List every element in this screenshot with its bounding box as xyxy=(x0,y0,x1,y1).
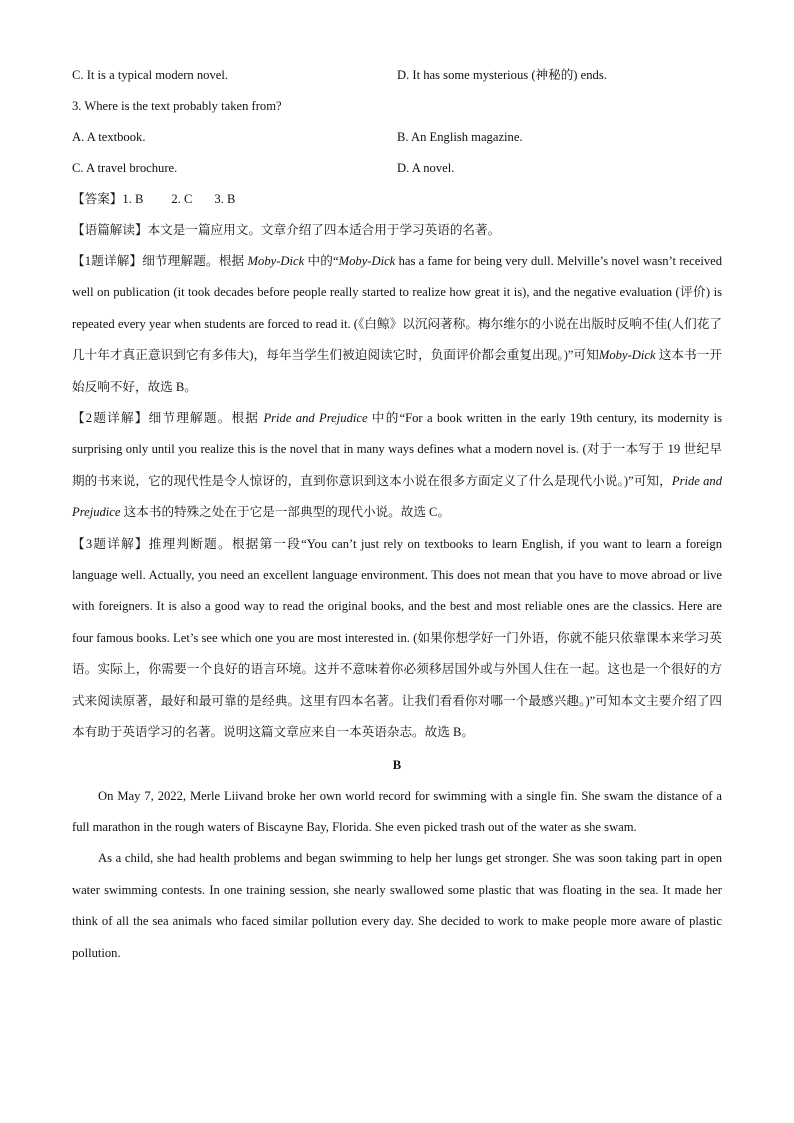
option-c: C. It is a typical modern novel. xyxy=(72,68,228,82)
question-2-options-cd xyxy=(72,60,722,91)
option-d: D. It has some mysterious (神秘的) ends. xyxy=(397,68,607,82)
answer-3: 3. B xyxy=(214,192,236,206)
question-3-options-cd xyxy=(72,153,722,184)
book-title: Moby-Dick xyxy=(338,254,396,268)
detail-2-text: 中的“For a book written in the early 19th century, its modernity is surprising only until you realize this is the novel that in many ways defines what a modern novel is. (对于一本写于 19 世纪早期的书来说，它的现代性是令人惊讶的，直到你意识到这本小说在很多方面定义了什么是现代小说。)”可知， xyxy=(72,411,723,488)
detail-2-label: 【2题详解】 xyxy=(72,411,149,426)
detail-2-text: 这本书的特殊之处在于它是一部典型的现代小说。故选 C。 xyxy=(123,505,451,520)
option-c: C. A travel brochure. xyxy=(72,161,178,175)
book-title: Moby-Dick xyxy=(598,348,656,363)
passage-paragraph-1: On May 7, 2022, Merle Liivand broke her own world record for swimming with a single fin. She swam the distance of a full marathon in the rough waters of Biscayne Bay, Florida. She even picked trash out of the water as she swam. xyxy=(72,788,722,834)
detail-1-text: 细节理解题。根据 xyxy=(142,254,245,268)
option-b: B. An English magazine. xyxy=(397,130,523,144)
detail-2-text: 细节理解题。根据 xyxy=(148,411,260,426)
detail-3-text: 推理判断题。根据第一段“You can’t just rely on textbooks to learn English, if you want to learn a foreign language well. Actually, you need an excellent language environment. This does not mean that you have to move abroad or live with foreigners. It is also a good way to read the original books, and the best and most reliable ones are the classics. Here are four famous books. Let’s see which one you are most interested in. (如果你想学好一门外语，你就不能只依靠课本来学习英语。实际上，你需要一个良好的语言环境。这并不意味着你必须移居国外或与外国人住在一起。这也是一个很好的方式来阅读原著，最好和最可靠的是经典。这里有四本名著。让我们看看你对哪一个最感兴趣。)”可知本文主要介绍了四本有助于英语学习的名著。说明这篇文章应来自一本英语杂志。故选 B。 xyxy=(72,536,723,740)
reading-label: 【语篇解读】 xyxy=(72,223,148,237)
document-page xyxy=(72,60,722,969)
reading-text: 本文是一篇应用文。文章介绍了四本适合用于学习英语的名著。 xyxy=(147,223,501,237)
answer-label: 【答案】 xyxy=(72,192,123,206)
question-3-options-ab xyxy=(72,122,722,153)
option-d: D. A novel. xyxy=(397,161,455,175)
detail-1-text: has a fame for being very dull. Melville’s novel wasn’t received well on publication (it took decades before people really started to realize how great it is), and the negative evaluation (评价) is repeated every year when students are forced to read it. (《白鲸》以沉闷著称。梅尔维尔的小说在出版时反响不佳(人们花了几十年才真正意识到它有多伟大)，每年当学生们被迫阅读它时，负面评价都会重复出现。)”可知 xyxy=(72,254,722,363)
book-title: Pride and Prejudice xyxy=(263,411,368,426)
option-a: A. A textbook. xyxy=(72,130,146,144)
question-3-stem: 3. Where is the text probably taken from? xyxy=(72,99,282,113)
detail-1-label: 【1题详解】 xyxy=(72,254,143,268)
answer-1: 1. B xyxy=(122,192,144,206)
answer-line xyxy=(72,184,722,215)
detail-1-paragraph xyxy=(72,246,722,403)
passage-paragraph-2: As a child, she had health problems and began swimming to help her lungs get stronger. She was soon taking part in open water swimming contests. In one training session, she nearly swallowed some plastic that was floating in the sea. It made her think of all the sea animals who faced similar pollution every day. She decided to work to make people more aware of plastic pollution. xyxy=(72,851,722,960)
answer-2: 2. C xyxy=(171,192,193,206)
detail-3-label: 【3题详解】 xyxy=(72,536,149,551)
section-heading: B xyxy=(392,757,402,772)
book-title: Moby-Dick xyxy=(247,254,305,268)
detail-2-paragraph xyxy=(72,403,722,529)
detail-1-text: 中的“ xyxy=(307,254,339,268)
book-title: Pride and Prejudice xyxy=(72,473,722,520)
detail-3-paragraph xyxy=(72,529,722,749)
reading-summary xyxy=(72,215,722,246)
detail-1-text: 这本书一开始反响不好，故选 B。 xyxy=(72,348,722,394)
